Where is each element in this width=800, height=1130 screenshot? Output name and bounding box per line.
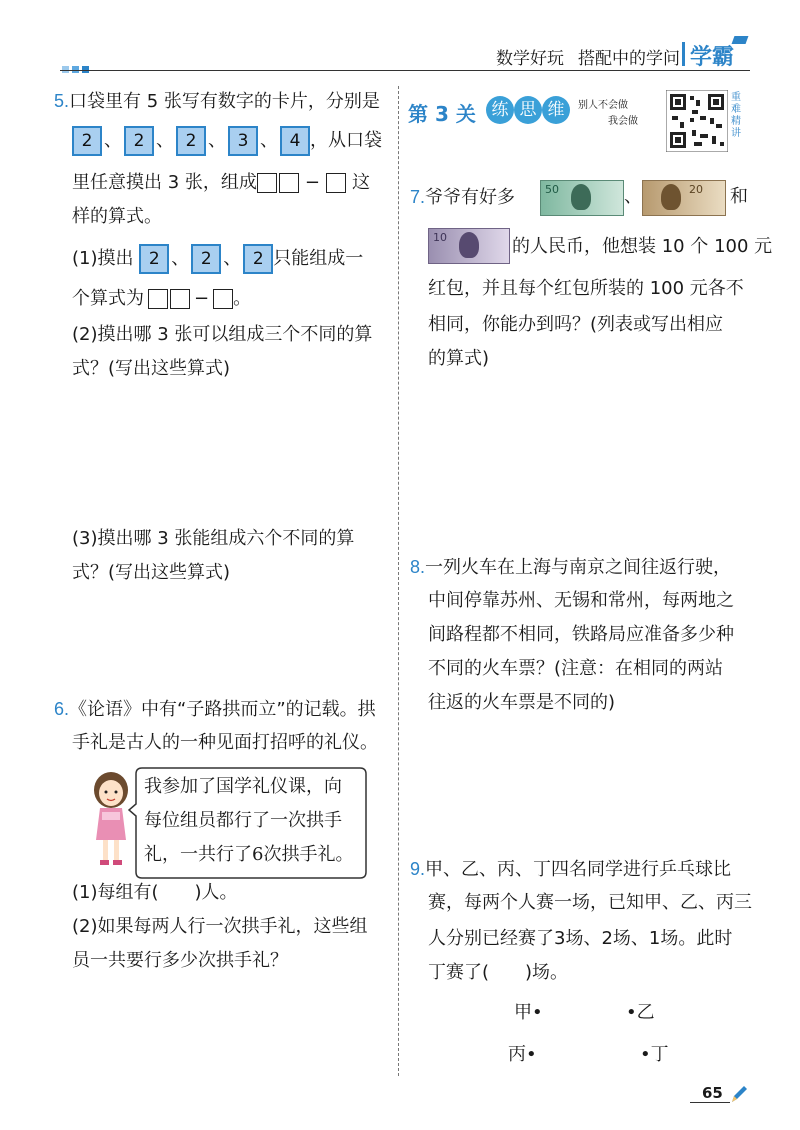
speech-line: 每位组员都行了一次拱手 [144,810,342,831]
q7-line1: 7.爷爷有好多 [410,187,516,208]
portrait-icon [661,184,681,210]
answer-box[interactable] [213,289,233,309]
qr-code-icon[interactable] [666,90,728,152]
speech-line: 我参加了国学礼仪课，向 [144,776,342,797]
answer-box[interactable] [170,289,190,309]
q8-line1: 8.一列火车在上海与南京之间往返行驶， [410,557,732,578]
pencil-icon [730,1084,748,1104]
q6-part1: (1)每组有( )人。 [72,882,238,903]
q7-line3: 红包，并且每个红包所装的 100 元各不 [428,278,744,299]
badge-circle: 练 [486,96,514,124]
q8-line3: 间路程都不相同，铁路局应准备多少种 [428,624,734,645]
q5-part2-line2: 式？(写出这些算式) [72,358,231,379]
q5-part3-line2: 式？(写出这些算式) [72,562,231,583]
header-book-title: 数学好玩 [496,49,564,69]
banknote-10: 10 [428,228,510,264]
q6-line2: 手礼是古人的一种见面打招呼的礼仪。 [72,732,378,753]
q7-line2: 的人民币，他想装 10 个 100 元 [512,236,773,257]
brand-logo: 学霸 [690,45,735,70]
footer-rule [690,1102,730,1103]
q5-card: 4 [280,126,310,156]
badge-tagline1: 别人不会做 [578,100,628,111]
badge-level: 第 3 关 [408,102,476,126]
q5-card: 2 [72,126,102,156]
badge-tagline2: 我会做 [608,116,638,127]
header-rule [60,70,750,71]
column-divider [398,86,399,1076]
q9-line2: 赛，每两个人赛一场，已知甲、乙、丙三 [428,892,752,913]
q9-number: 9. [410,859,426,879]
q5-line1: 5.口袋里有 5 张写有数字的卡片，分别是 [54,91,380,112]
badge-circle: 维 [542,96,570,124]
point-jia: 甲• [514,1002,543,1023]
q8-line4: 不同的火车票？(注意：在相同的两站 [428,658,724,679]
q7-line4: 相同，你能办到吗？(列表或写出相应 [428,314,724,335]
q5-card: 2 [176,126,206,156]
q5-line4: 样的算式。 [72,206,162,227]
section-badge [406,96,664,130]
q5-part3-line1: (3)摸出哪 3 张能组成六个不同的算 [72,528,355,549]
q6-part2-line2: 员一共要行多少次拱手礼？ [72,950,288,971]
q5-part1: (1)摸出 2 、 2 、 2 只能组成一 [72,242,363,276]
q5-card: 3 [228,126,258,156]
header-squares [62,58,89,77]
q8-line2: 中间停靠苏州、无锡和常州，每两地之 [428,590,734,611]
portrait-icon [571,184,591,210]
q8-number: 8. [410,557,426,577]
speech-line: 礼，一共行了6次拱手礼。 [144,844,354,865]
q9-line3: 人分别已经赛了3场、2场、1场。此时 [428,928,733,949]
brand-hat-icon [732,36,749,44]
qr-label: 重难精讲 [731,92,741,139]
q9-line4: 丁赛了( )场。 [428,962,569,983]
q7-number: 7. [410,187,426,207]
page-number: 65 [702,1084,723,1102]
portrait-icon [459,232,479,258]
answer-box[interactable] [279,173,299,193]
badge-circle: 思 [514,96,542,124]
banknote-20: 20 [642,180,726,216]
q5-line2-after: ，从口袋 [310,130,382,151]
point-ding: •丁 [640,1044,669,1065]
banknote-50: 50 [540,180,624,216]
answer-box[interactable] [148,289,168,309]
q5-cards-row: 2 、 2 、 2 、 3 、 4 ，从口袋 [72,124,382,158]
q6-part2-line1: (2)如果每两人行一次拱手礼，这些组 [72,916,368,937]
q5-part2-line1: (2)摸出哪 3 张可以组成三个不同的算 [72,324,373,345]
q5-line3: 里任意摸出 3 张，组成 − 这 [72,172,370,193]
answer-box[interactable] [257,173,277,193]
header-unit-title: 搭配中的学问 [578,49,680,69]
point-bing: 丙• [508,1044,537,1065]
q7-and: 和 [730,186,748,207]
q5-p1-card: 2 [243,244,273,274]
q7-line5: 的算式) [428,348,490,369]
q5-p1-card: 2 [139,244,169,274]
q6-line1: 6.《论语》中有“子路拱而立”的记载。拱 [54,699,376,720]
q5-number: 5. [54,91,70,111]
q5-card: 2 [124,126,154,156]
point-yi: •乙 [626,1002,655,1023]
q5-part1-line2: 个算式为 − 。 [72,288,252,309]
q6-number: 6. [54,699,70,719]
q7-sep: 、 [624,186,642,207]
q5-p1-card: 2 [191,244,221,274]
answer-box[interactable] [326,173,346,193]
q8-line5: 往返的火车票是不同的) [428,692,616,713]
q9-line1: 9.甲、乙、丙、丁四名同学进行乒乓球比 [410,859,732,880]
header-divider [682,42,685,66]
